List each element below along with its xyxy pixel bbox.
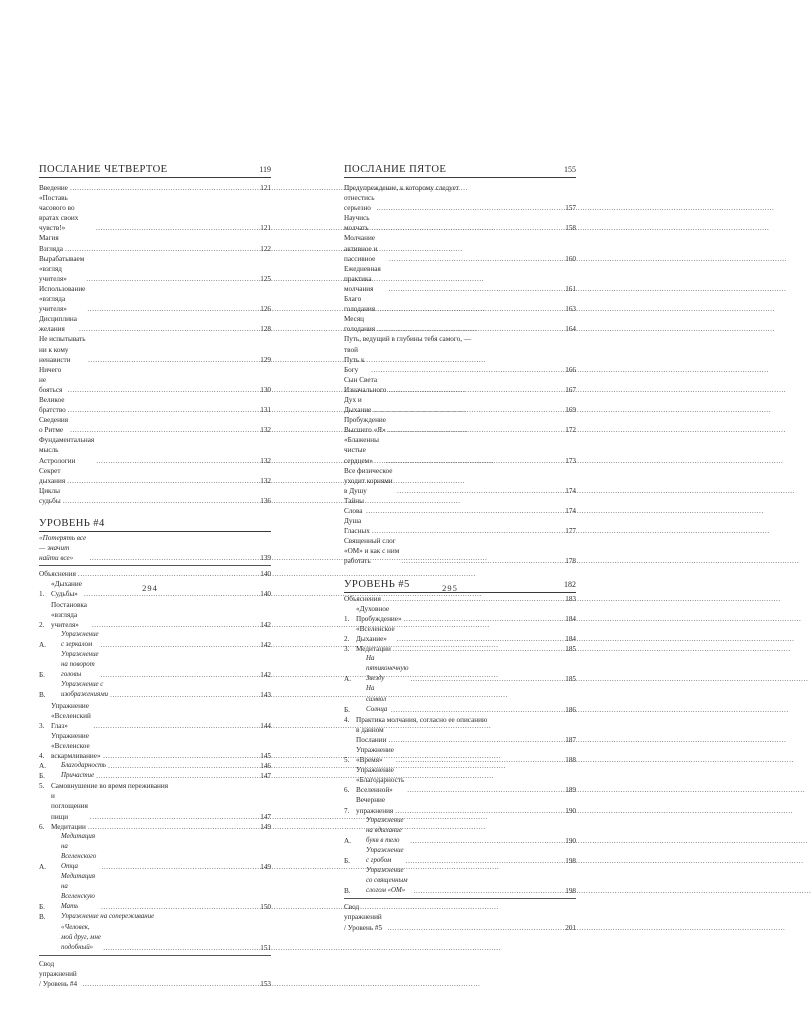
entry-title: Упражнение на сопереживание [61, 913, 155, 921]
entry-title: Постановка «взгляда учителя» [51, 600, 87, 629]
entry-number: А. [344, 675, 351, 684]
entry-title: Упражнение «Благодарность Вселенной» [356, 766, 405, 795]
entry-number: 4. [39, 751, 45, 760]
entry-title: Дух и Дыхание [344, 395, 372, 415]
right-page [300, 0, 600, 932]
entry-title: Священный слог «ОМ» и как с ним работать [344, 537, 400, 566]
leader-dots [404, 614, 562, 624]
entry-title: Циклы судьбы [39, 486, 61, 505]
entry-page: 190 [565, 806, 576, 815]
entry-title: Благодарность [61, 762, 107, 770]
leader-dots [68, 405, 257, 415]
exercise-entry [39, 781, 271, 791]
toc-entry[interactable] [344, 213, 576, 233]
section-title-level-five: УРОВЕНЬ #5 182 [344, 578, 576, 593]
entry-page: 128 [260, 325, 271, 334]
leader-dots [397, 634, 562, 644]
exercise-entry[interactable] [344, 604, 576, 624]
entry-title: Медитации [356, 645, 391, 654]
entry-title: Пробуждение Высшего «Я» [344, 416, 386, 435]
leader-dots [88, 355, 257, 365]
entry-number: В. [344, 887, 351, 896]
toc-entry[interactable] [39, 233, 271, 253]
entry-title: Тайны Слова [344, 496, 364, 515]
leader-dots [87, 304, 257, 314]
exercise-entry[interactable] [344, 795, 576, 815]
sub-exercise-entry[interactable] [39, 761, 271, 771]
leader-dots [79, 324, 257, 334]
leader-dots [63, 496, 257, 506]
leader-dots [413, 886, 562, 896]
entry-number: Б. [344, 705, 350, 714]
leader-dots [110, 690, 257, 700]
entry-page: 161 [565, 284, 576, 293]
summary-entry[interactable]: Свод упражнений / Уровень #4 ..... 153 [39, 959, 271, 989]
entry-title: Медитация на Вселенскую Мать [61, 873, 96, 911]
leader-dots [407, 785, 562, 795]
entry-title: Самовнушение во время переживания [51, 782, 169, 791]
entry-page: 167 [565, 385, 576, 394]
toc-entry[interactable] [39, 365, 271, 395]
leader-dots [88, 822, 257, 832]
entry-title: «Вселенское Дыхание» [356, 624, 395, 643]
entry-title: отнестись серьезно [344, 194, 375, 213]
entry-page: 177 [565, 527, 576, 536]
entry-title: «Блаженны чистые сердцем» [344, 436, 379, 465]
right-toc [344, 163, 576, 933]
entry-number: Б. [39, 772, 45, 781]
entry-number: В. [39, 691, 46, 700]
entry-title: Сведения о Ритме [39, 416, 69, 435]
toc-entry[interactable] [344, 375, 576, 395]
entry-title: «Дыхание Судьбы» [51, 580, 82, 599]
entry-title: Научись молчать [344, 214, 370, 233]
entry-page: 144 [260, 721, 271, 730]
entry-page: 185 [565, 675, 576, 684]
toc-entry[interactable] [344, 264, 576, 294]
entry-title: Использование «взгляда учителя» [39, 284, 86, 314]
entry-page: 166 [565, 365, 576, 374]
entry-title: Медитации [51, 822, 86, 831]
entry-title: Предупреждение, к которому следует [344, 184, 459, 192]
entry-number: 7. [344, 806, 350, 815]
entry-title: Упражнение «Вселенский Глаз» [51, 701, 91, 730]
entry-title: Объяснения [39, 570, 76, 579]
entry-title: Упражнение с изображениями [61, 681, 109, 699]
toc-entry[interactable] [344, 435, 576, 465]
sub-exercise-entry[interactable] [39, 630, 271, 650]
entry-page: 122 [260, 244, 271, 253]
leader-dots [108, 761, 257, 771]
page-number: 295 [442, 583, 458, 593]
left-toc [39, 163, 271, 989]
exercise-entry[interactable] [344, 745, 576, 765]
leader-dots [101, 640, 257, 650]
exercise-entry[interactable] [39, 600, 271, 630]
exercise-entry[interactable] [39, 701, 271, 731]
entry-page: 146 [260, 762, 271, 771]
exercise-entry[interactable] [344, 644, 576, 654]
toc-entry[interactable] [39, 314, 271, 334]
toc-entry[interactable] [39, 183, 271, 193]
toc-entry[interactable] [344, 496, 576, 516]
level-five-entries [344, 594, 576, 897]
leader-dots [386, 456, 562, 466]
entry-title: Благо голодания [344, 295, 376, 314]
toc-entry[interactable] [39, 334, 271, 364]
leader-dots [93, 721, 257, 731]
leader-dots [410, 674, 562, 684]
leader-dots [65, 244, 257, 254]
entry-title: На символ Солнца [366, 685, 388, 713]
entry-page: 142 [260, 671, 271, 680]
entry-title: Сын Света Изначального [344, 375, 387, 394]
entry-page: 142 [260, 640, 271, 649]
sub-exercise-entry[interactable] [344, 654, 576, 684]
entry-number: Б. [39, 671, 45, 680]
entry-page: 142 [260, 620, 271, 629]
leader-dots [393, 644, 562, 654]
sub-exercise-entry[interactable] [344, 846, 576, 866]
entry-title: Упражнение со священным слогом «ОМ» [366, 867, 408, 895]
leader-dots [397, 486, 562, 496]
sub-exercise-entry[interactable] [39, 650, 271, 680]
entry-number: Б. [344, 857, 350, 865]
toc-entry [344, 334, 576, 344]
entry-title: Душа Гласных [344, 517, 370, 536]
leader-dots [373, 405, 562, 415]
entry-page: 140 [260, 590, 271, 599]
entry-page: 147 [260, 812, 271, 821]
leader-dots [70, 425, 257, 435]
entry-page: 131 [260, 406, 271, 415]
entry-page: 173 [565, 456, 576, 465]
entry-page: 126 [260, 305, 271, 314]
entry-page: 160 [565, 254, 576, 263]
toc-entry-continued[interactable] [344, 193, 576, 213]
exercise-entry [344, 715, 576, 725]
entry-page: 187 [565, 735, 576, 744]
sub-exercise-entry-continued[interactable] [39, 923, 271, 953]
entry-number: 1. [344, 614, 350, 623]
leader-dots [377, 324, 562, 334]
entry-page: 190 [565, 836, 576, 845]
entry-number: 6. [39, 822, 45, 831]
sub-exercise-entry [39, 912, 271, 922]
entry-number: Б. [39, 903, 45, 912]
entry-title: «Человек, мой друг, мне подобный» [61, 923, 101, 951]
exercise-entry-continued[interactable] [344, 725, 576, 745]
sub-exercise-entry[interactable] [344, 816, 576, 846]
entry-title: На пятиконечную Звезду [366, 655, 409, 683]
leader-dots [101, 862, 257, 872]
toc-entry[interactable] [344, 233, 576, 263]
toc-entry[interactable] [39, 466, 271, 486]
leader-dots [389, 254, 562, 264]
entry-page: 147 [260, 772, 271, 781]
entry-page: 184 [565, 634, 576, 643]
entry-title: и поглощения пищи [51, 792, 88, 821]
entry-page: 185 [565, 645, 576, 654]
entry-number: А. [39, 640, 46, 649]
toc-entry[interactable] [39, 395, 271, 415]
entry-page: 189 [565, 786, 576, 795]
entry-title: Упражнение на вдыхание букв в тело [366, 816, 404, 844]
entry-page: 174 [565, 486, 576, 495]
exercise-entry[interactable] [39, 731, 271, 761]
entry-title: Ничего не бояться [39, 365, 63, 394]
exercise-entry[interactable] [344, 624, 576, 644]
toc-entry[interactable] [344, 516, 576, 536]
leader-dots [383, 594, 562, 604]
entry-page: 140 [260, 570, 271, 579]
leader-dots [103, 751, 257, 761]
sub-exercise-entry[interactable] [344, 684, 576, 714]
toc-entry[interactable] [39, 193, 271, 233]
entry-title: Все физическое уходит корнями в Душу [344, 466, 393, 495]
entry-page: 132 [260, 476, 271, 485]
entry-page: 136 [260, 496, 271, 505]
leader-dots [388, 385, 562, 395]
page-number: 294 [142, 583, 158, 593]
entry-number: А. [39, 762, 46, 771]
entry-title: Причастие [61, 772, 95, 780]
epigraph-entry[interactable]: «Потерять все — значит найти все» ..... 139 [39, 533, 271, 563]
leader-dots [96, 771, 257, 781]
toc-entry[interactable] [344, 594, 576, 604]
toc-entry[interactable] [344, 314, 576, 334]
entry-number: 5. [344, 756, 350, 765]
entry-title: Фундаментальная мысль Астрологии [39, 436, 95, 465]
leader-dots [92, 620, 257, 630]
entry-page: 151 [260, 943, 271, 952]
entry-page: 184 [565, 614, 576, 623]
leader-dots [67, 476, 257, 486]
entry-number: 1. [39, 590, 45, 599]
entry-page: 172 [565, 426, 576, 435]
exercise-entry-continued[interactable] [39, 791, 271, 821]
leader-dots [395, 806, 562, 816]
sub-exercise-entry[interactable] [39, 680, 271, 700]
toc-entry [344, 183, 576, 193]
entry-title: Дисциплина желания [39, 315, 77, 334]
entry-page: 145 [260, 751, 271, 760]
leader-dots [377, 304, 562, 314]
entry-number: 2. [344, 634, 350, 643]
leader-dots [96, 223, 257, 233]
entry-title: твой Путь к Богу [344, 345, 365, 374]
entry-title: Вырабатываем «взгляд учителя» [39, 254, 85, 283]
entry-title: Упражнение «Время» [356, 745, 394, 765]
entry-title: Ежедневная практика молчания [344, 264, 381, 293]
entry-page: 164 [565, 325, 576, 334]
leader-dots [101, 670, 257, 680]
toc-entry[interactable] [344, 466, 576, 496]
entry-title: Упражнение с зеркалом [61, 630, 99, 648]
toc-entry[interactable] [39, 284, 271, 314]
entry-title: Упражнение «Вселенское вскармливание» [51, 731, 101, 760]
left-page [0, 0, 300, 989]
entry-title: Упражнение на поворот головы [61, 651, 99, 679]
divider [39, 565, 271, 566]
level-four-entries [39, 569, 271, 953]
entry-page: 183 [565, 594, 576, 603]
leader-dots [388, 284, 562, 294]
toc-entry[interactable] [39, 415, 271, 435]
entry-page: 157 [565, 204, 576, 213]
entry-title: Месяц голодания [344, 315, 376, 334]
toc-entry[interactable] [39, 435, 271, 465]
entry-page: 178 [565, 557, 576, 566]
entry-page: 198 [565, 887, 576, 896]
leader-dots [371, 365, 562, 375]
entry-page: 132 [260, 426, 271, 435]
toc-entry[interactable] [39, 486, 271, 506]
toc-entry[interactable] [39, 569, 271, 579]
leader-dots [78, 569, 257, 579]
message-four-entries [39, 183, 271, 506]
entry-page: 149 [260, 863, 271, 871]
entry-number: А. [344, 836, 351, 845]
leader-dots [96, 456, 257, 466]
entry-number: 3. [344, 645, 350, 654]
sub-exercise-entry[interactable] [39, 872, 271, 912]
toc-entry[interactable] [344, 395, 576, 415]
entry-page: 198 [565, 857, 576, 865]
entry-title: Магия Взгляда [39, 234, 63, 253]
entry-title: Практика молчания, согласно ее описанию [356, 715, 488, 724]
entry-number: 2. [39, 620, 45, 629]
entry-number: 5. [39, 782, 45, 791]
entry-number: 4. [344, 715, 350, 724]
section-title-message-five: ПОСЛАНИЕ ПЯТОЕ 155 [344, 163, 576, 178]
entry-page: 174 [565, 507, 576, 515]
entry-title: Путь, ведущий в глубины тебя самого, — [344, 335, 472, 344]
leader-dots [103, 943, 257, 953]
toc-entry[interactable] [39, 254, 271, 284]
entry-page: 121 [260, 184, 271, 192]
leader-dots [391, 705, 562, 715]
entry-title: Объяснения [344, 594, 381, 603]
exercise-entry[interactable] [39, 822, 271, 832]
entry-page: 163 [565, 305, 576, 314]
entry-page: 169 [565, 406, 576, 415]
entry-title: «Духовное Пробуждение» [356, 604, 402, 623]
divider [39, 955, 271, 956]
leader-dots [86, 274, 257, 284]
entry-title: Великое братство [39, 395, 66, 415]
section-title-message-four: ПОСЛАНИЕ ЧЕТВЕРТОЕ 119 [39, 163, 271, 178]
toc-entry[interactable] [344, 415, 576, 435]
entry-title: «Поставь часового во вратах своих чувств!» [39, 194, 79, 233]
sub-exercise-entry[interactable] [344, 866, 576, 896]
summary-entry[interactable]: Свод упражнений / Уровень #5 ..... 201 [344, 902, 576, 932]
sub-exercise-entry[interactable] [39, 771, 271, 781]
leader-dots [410, 836, 562, 846]
entry-number: В. [39, 913, 46, 922]
entry-title: Упражнение с гробом [366, 846, 404, 864]
entry-title: Введение [39, 184, 68, 192]
leader-dots [406, 856, 562, 866]
entry-title: Молчание активное и пассивное [344, 234, 378, 263]
entry-title: Не испытывать ни к кому ненависти [39, 335, 86, 364]
leader-dots [396, 755, 562, 765]
entry-page: 143 [260, 691, 271, 700]
divider [344, 898, 576, 899]
leader-dots [90, 812, 257, 822]
leader-dots [388, 425, 562, 435]
leader-dots [388, 735, 562, 745]
leader-dots [68, 385, 257, 395]
entry-page: 121 [260, 224, 271, 233]
leader-dots [401, 556, 562, 566]
leader-dots [70, 183, 257, 193]
leader-dots [366, 506, 562, 516]
leader-dots [372, 526, 562, 536]
entry-page: 149 [260, 822, 271, 831]
entry-page: 186 [565, 705, 576, 714]
leader-dots [372, 223, 562, 233]
leader-dots [101, 902, 257, 912]
entry-page: 130 [260, 385, 271, 394]
entry-number: 6. [344, 786, 350, 795]
entry-title: в данном Послании [356, 725, 387, 744]
leader-dots [377, 203, 562, 213]
entry-page: 188 [565, 756, 576, 765]
section-title-level-four: УРОВЕНЬ #4 [39, 517, 271, 532]
entry-number: А. [39, 863, 46, 871]
exercise-entry[interactable] [344, 765, 576, 795]
message-five-entries [344, 183, 576, 567]
entry-title: Медитация на Вселенского Отца [61, 832, 97, 870]
entry-page: 150 [260, 903, 271, 912]
entry-page: 132 [260, 456, 271, 465]
entry-number: 3. [39, 721, 45, 730]
toc-entry[interactable] [344, 536, 576, 566]
toc-entry-continued[interactable] [344, 345, 576, 375]
entry-page: 158 [565, 224, 576, 233]
sub-exercise-entry[interactable] [39, 832, 271, 872]
entry-title: Вечерние упражнения [356, 796, 394, 815]
entry-page: 125 [260, 274, 271, 283]
entry-title: Секрет дыхания [39, 466, 66, 485]
entry-page: 129 [260, 355, 271, 364]
toc-entry[interactable] [344, 294, 576, 314]
